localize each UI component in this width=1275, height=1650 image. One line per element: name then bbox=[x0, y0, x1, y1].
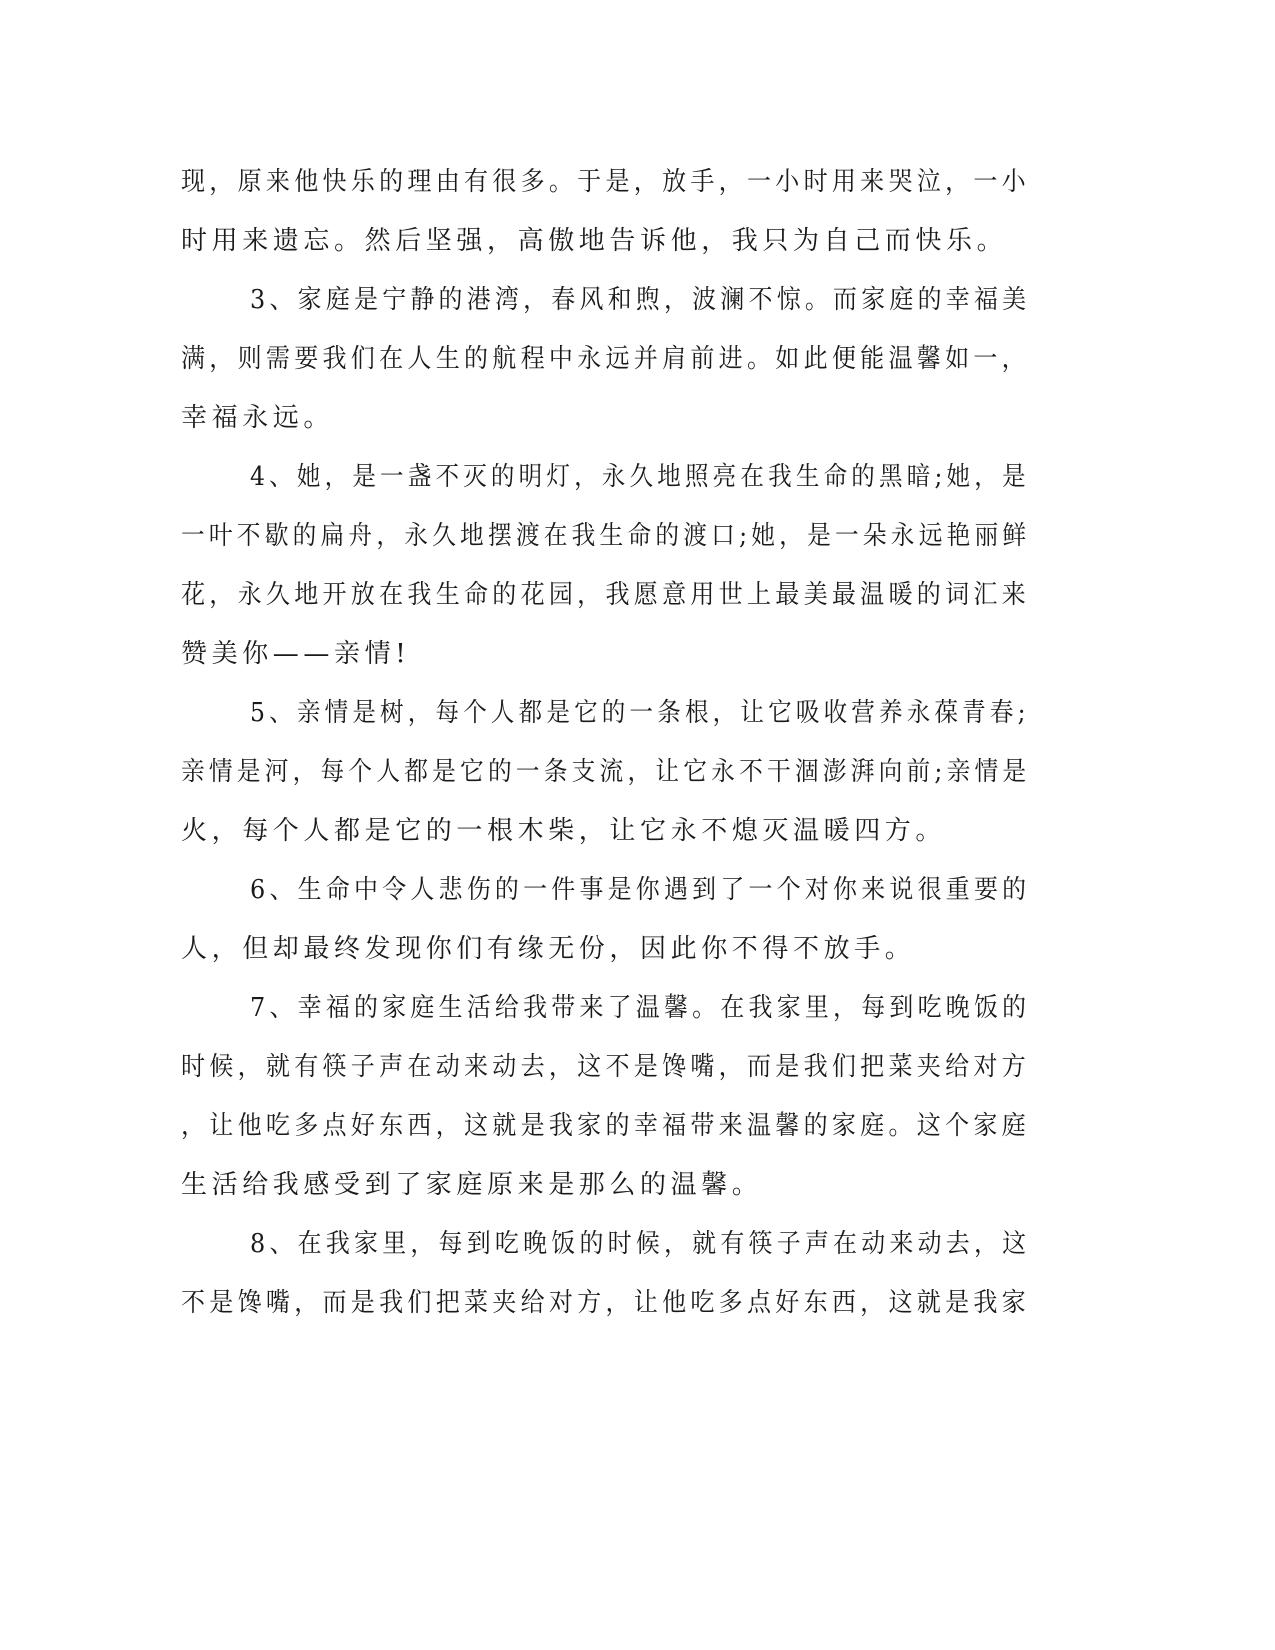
text-line: 一叶不歇的扁舟，永久地摆渡在我生命的渡口;她，是一朵永远艳丽鲜 bbox=[181, 521, 1031, 551]
text-line: 生活给我感受到了家庭原来是那么的温馨。 bbox=[181, 1170, 763, 1200]
text-line: 时候，就有筷子声在动来动去，这不是馋嘴，而是我们把菜夹给对方 bbox=[181, 1052, 1030, 1082]
text-line: ，让他吃多点好东西，这就是我家的幸福带来温馨的家庭。这个家庭 bbox=[181, 1111, 1030, 1141]
text-line: 亲情是河，每个人都是它的一条支流，让它永不干涸澎湃向前;亲情是 bbox=[181, 757, 1031, 787]
text-line: 3、家庭是宁静的港湾，春风和煦，波澜不惊。而家庭的幸福美 bbox=[250, 285, 1031, 315]
text-line: 不是馋嘴，而是我们把菜夹给对方，让他吃多点好东西，这就是我家 bbox=[181, 1288, 1030, 1318]
text-line: 8、在我家里，每到吃晚饭的时候，就有筷子声在动来动去，这 bbox=[250, 1229, 1031, 1259]
text-line: 5、亲情是树，每个人都是它的一条根，让它吸收营养永葆青春; bbox=[250, 698, 1030, 728]
text-line: 6、生命中令人悲伤的一件事是你遇到了一个对你来说很重要的 bbox=[250, 875, 1031, 905]
text-line: 满，则需要我们在人生的航程中永远并肩前进。如此便能温馨如一， bbox=[181, 344, 1030, 374]
text-line: 火，每个人都是它的一根木柴，让它永不熄灭温暖四方。 bbox=[181, 816, 947, 846]
text-line: 4、她，是一盏不灭的明灯，永久地照亮在我生命的黑暗;她，是 bbox=[250, 462, 1030, 492]
text-line: 花，永久地开放在我生命的花园，我愿意用世上最美最温暖的词汇来 bbox=[181, 580, 1030, 610]
text-line: 人，但却最终发现你们有缘无份，因此你不得不放手。 bbox=[181, 934, 916, 964]
text-line: 时用来遗忘。然后坚强，高傲地告诉他，我只为自己而快乐。 bbox=[181, 226, 1008, 256]
text-line: 赞美你——亲情! bbox=[181, 639, 411, 669]
text-line: 幸福永远。 bbox=[181, 403, 335, 433]
text-line: 7、幸福的家庭生活给我带来了温馨。在我家里，每到吃晚饭的 bbox=[250, 993, 1031, 1023]
text-line: 现，原来他快乐的理由有很多。于是，放手，一小时用来哭泣，一小 bbox=[181, 167, 1030, 197]
